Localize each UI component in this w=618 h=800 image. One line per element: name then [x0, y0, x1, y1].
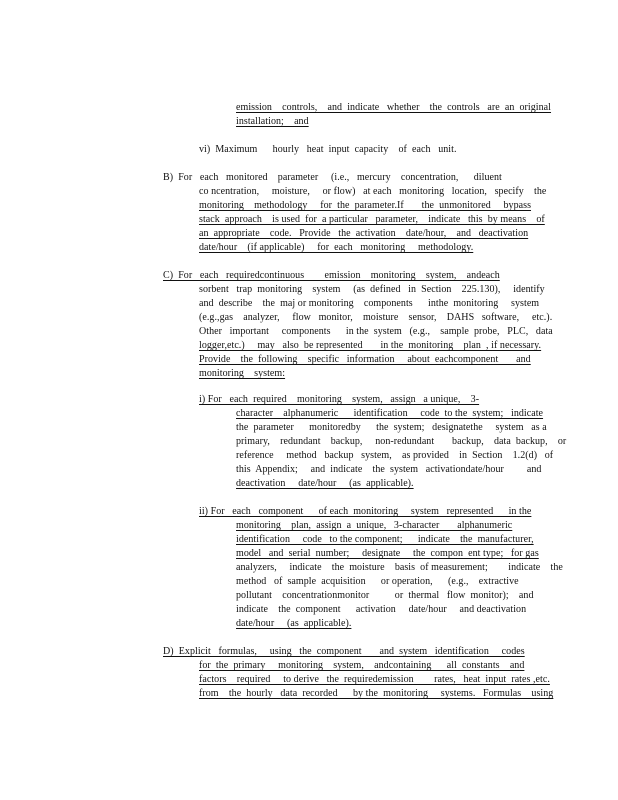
text-line: monitoring plan, assign a unique, 3-character alphanumeric — [236, 520, 513, 531]
text-line: factors required to derive the requiredemission rates, heat input rates ,etc. — [199, 674, 550, 685]
text-line: emission controls, and indicate whether the controls are an original — [236, 102, 552, 113]
text-line: from the hourly data recorded by the monitoring systems. Formulas using — [199, 688, 554, 699]
text-line: vi) Maximum hourly heat input capacity of each unit. — [199, 144, 457, 155]
text-line: monitoring methodology for the parameter.If the unmonitored bypass — [199, 200, 532, 211]
text-line: logger,etc.) may also be represented in the monitoring plan , if necessary. — [199, 340, 542, 351]
text-line: identification code to the component; indicate the manufacturer, — [236, 534, 534, 545]
text-line: date/hour (as applicable). — [236, 618, 352, 629]
text-line: Other important components in the system (e.g., sample probe, PLC, data — [199, 326, 553, 337]
text-line: character alphanumeric identification code to the system; indicate — [236, 408, 544, 419]
text-line: date/hour (if applicable) for each monitoring methodology. — [199, 242, 474, 253]
text-line: i) For each required monitoring system, assign a unique, 3- — [199, 394, 480, 405]
text-line: primary, redundant backup, non-redundant backup, data backup, or — [236, 436, 567, 447]
text-line: ii) For each component of each monitoring system represented in the — [199, 506, 532, 517]
text-line: monitoring system: — [199, 368, 286, 379]
text-line: model and serial number; designate the compon ent type; for gas — [236, 548, 539, 559]
text-line: method of sample acquisition or operation, (e.g., extractive — [236, 576, 519, 587]
text-line: an appropriate code. Provide the activation date/hour, and deactivation — [199, 228, 529, 239]
text-line: B) For each monitored parameter (i.e., mercury concentration, diluent — [163, 172, 502, 183]
text-line: for the primary monitoring system, andcontaining all constants and — [199, 660, 525, 671]
text-line: pollutant concentrationmonitor or thermal flow monitor); and — [236, 590, 534, 601]
text-line: co ncentration, moisture, or flow) at each monitoring location, specify the — [199, 186, 547, 197]
text-line: (e.g.,gas analyzer, flow monitor, moisture sensor, DAHS software, etc.). — [199, 312, 553, 323]
text-line: C) For each requiredcontinuous emission monitoring system, andeach — [163, 270, 500, 281]
text-line: reference method backup system, as provided in Section 1.2(d) of — [236, 450, 554, 461]
text-line: sorbent trap monitoring system (as defined in Section 225.130), identify — [199, 284, 545, 295]
text-line: D) Explicit formulas, using the component and system identification codes — [163, 646, 525, 657]
text-line: Provide the following specific information about eachcomponent and — [199, 354, 531, 365]
text-line: indicate the component activation date/hour and deactivation — [236, 604, 527, 615]
text-line: stack approach is used for a particular parameter, indicate this by means of — [199, 214, 545, 225]
text-line: installation; and — [236, 116, 309, 127]
text-line: the parameter monitoredby the system; designatethe system as a — [236, 422, 547, 433]
text-line: analyzers, indicate the moisture basis of measurement; indicate the — [236, 562, 563, 573]
text-line: this Appendix; and indicate the system activationdate/hour and — [236, 464, 542, 475]
text-line: deactivation date/hour (as applicable). — [236, 478, 414, 489]
text-line: and describe the maj or monitoring components inthe monitoring system — [199, 298, 540, 309]
